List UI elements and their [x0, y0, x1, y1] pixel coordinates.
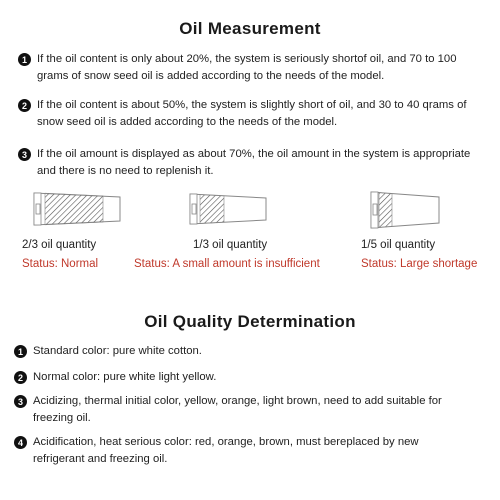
- oil-level-fill: [200, 195, 224, 224]
- quality-item-text: Normal color: pure white light yellow.: [33, 371, 217, 383]
- oil-gauge-1-5-icon: [370, 191, 440, 229]
- quality-item-text: Acidification, heat serious color: red, orange, brown, must bereplaced by new refrigerant and freezing oil.: [33, 436, 419, 465]
- oil-gauge-2-3-icon: [33, 192, 121, 226]
- oil-gauge-1-3-icon: [189, 193, 267, 225]
- measurement-item-3: [18, 146, 490, 180]
- oil-level-fill: [45, 193, 103, 225]
- gauge-status-label: Status: Normal: [22, 258, 99, 270]
- number-badge: 3: [18, 148, 31, 161]
- quality-item-4: [14, 434, 454, 468]
- quality-item-text: Acidizing, thermal initial color, yellow, orange, light brown, need to add suitable for freezing oil.: [33, 395, 442, 424]
- gauge-quantity-label: 1/3 oil quantity: [193, 239, 268, 251]
- number-badge: 3: [14, 395, 27, 408]
- gauge-status-label: Status: A small amount is insufficient: [134, 258, 320, 270]
- gauge-quantity-label: 1/5 oil quantity: [361, 239, 436, 251]
- number-badge: 2: [14, 371, 27, 384]
- measurement-item-text: If the oil content is about 50%, the system is slightly short of oil, and 30 to 40 qrams of snow seed oil is added according to the needs of the model.: [37, 99, 467, 128]
- measurement-item-text: If the oil amount is displayed as about 70%, the oil amount in the system is appropriate and there is no need to replenish it.: [37, 148, 471, 177]
- gauge-quantity-label: 2/3 oil quantity: [22, 239, 97, 251]
- measurement-item-2: [18, 97, 490, 131]
- measurement-item-text: If the oil content is only about 20%, the system is seriously shortof oil, and 70 to 100 grams of snow seed oil is added according to the needs of the model.: [37, 53, 457, 82]
- oil-quality-title: Oil Quality Determination: [144, 312, 356, 331]
- measurement-item-1: [18, 51, 490, 85]
- oil-measurement-title: Oil Measurement: [179, 19, 321, 38]
- gauge-status-label: Status: Large shortage: [361, 258, 478, 270]
- number-badge: 1: [14, 345, 27, 358]
- quality-item-2: [14, 369, 490, 386]
- number-badge: 2: [18, 99, 31, 112]
- quality-item-3: [14, 393, 454, 427]
- quality-item-1: [14, 343, 490, 360]
- number-badge: 4: [14, 436, 27, 449]
- quality-item-text: Standard color: pure white cotton.: [33, 345, 202, 357]
- number-badge: 1: [18, 53, 31, 66]
- oil-level-fill: [379, 193, 392, 228]
